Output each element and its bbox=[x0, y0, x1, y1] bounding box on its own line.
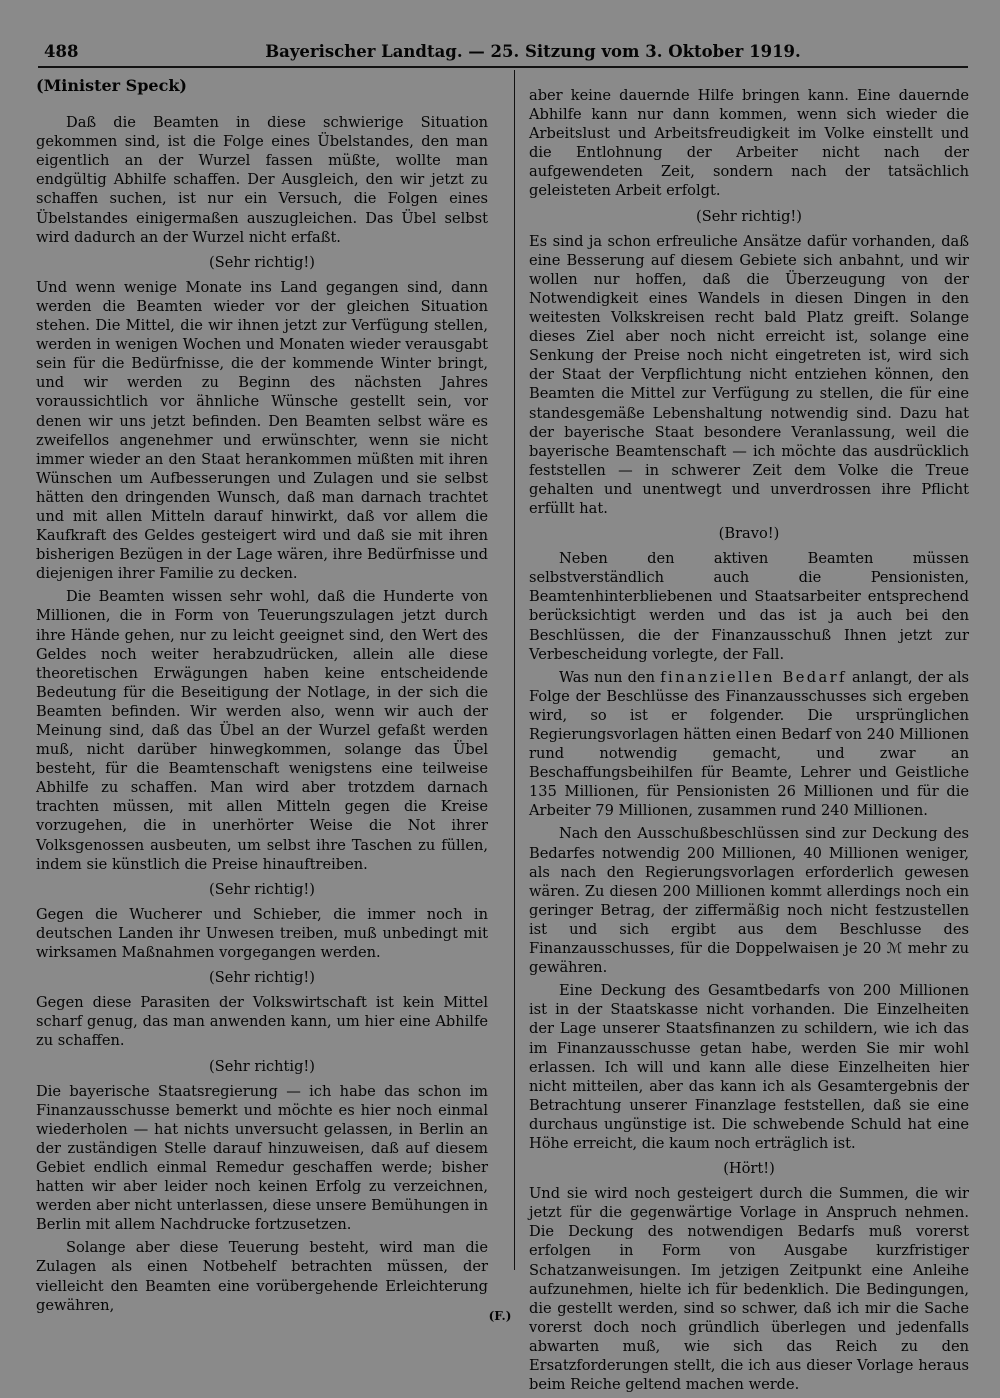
paragraph: Und sie wird noch gesteigert durch die Summen, die wir jetzt für die gegenwärtige Vorlage in Anspruch nehmen. Die Deckung des notwendigen Bedarfs muß vorerst erfolgen in Form von Ausgabe kurzfristiger Schatzanweisungen. Im jetzigen Zeitpunkt eine Anleihe aufzunehmen, hielte ich für bedenklich. Die Bedingungen, die gestellt werden, sind so schwer, daß ich mir die Sache vorerst doch noch gründlich überlegen und jedenfalls abwarten muß, wie sich das Reich zu den Ersatzforderungen stellt, die ich aus dieser Vorlage heraus beim Reiche geltend machen werde. bbox=[529, 1185, 969, 1394]
spaced-emphasis: finanziellen Bedarf bbox=[660, 668, 847, 686]
interjection: (Hört!) bbox=[723, 1160, 775, 1178]
paragraph: Eine Deckung des Gesamtbedarfs von 200 Millionen ist in der Staatskasse nicht vorhanden. Die Einzelheiten der Lage unserer Staatsfinanzen zu schildern, wie ich das im Finanzausschusse getan habe, werden Sie mir wohl erlassen. Ich will und kann alle diese Einzelheiten hier nicht mitteilen, aber das kann ich als Gesamtergebnis der Betrachtung unserer Finanzlage feststellen, daß sie eine durchaus ungünstige ist. Die schwebende Schuld hat eine Höhe erreicht, die kaum noch erträglich ist. bbox=[529, 982, 969, 1152]
paragraph: Gegen die Wucherer und Schieber, die immer noch in deutschen Landen ihr Unwesen treiben, muß unbedingt mit wirksamen Maßnahmen vorgegangen werden. bbox=[36, 905, 488, 962]
interjection: (Sehr richtig!) bbox=[696, 207, 802, 225]
left-column bbox=[36, 76, 488, 1319]
paragraph: Die bayerische Staatsregierung — ich habe das schon im Finanzausschusse bemerkt und möchte es hier noch einmal wiederholen — hat nichts unversucht gelassen, in Berlin an der zuständigen Stelle darauf hinzuweisen, daß auf diesem Gebiet endlich einmal Remedur geschaffen werde; bisher hatten wir aber leider noch keinen Erfolg zu verzeichnen, werden aber nicht unterlassen, diese unsere Bemühungen in Berlin mit allem Nachdrucke fortzusetzen. bbox=[36, 1082, 488, 1234]
interjection: (Sehr richtig!) bbox=[209, 880, 315, 898]
paragraph: Und wenn wenige Monate ins Land gegangen sind, dann werden die Beamten wieder vor der gleichen Situation stehen. Die Mittel, die wir ihnen jetzt zur Verfügung stellen, werden in wenigen Wochen und Monaten wieder verausgabt sein für die Bedürfnisse, die der kommende Winter bringt, und wir werden zu Beginn des nächsten Jahres voraussichtlich vor ähnliche Wünsche gestellt sein, vor denen wir uns jetzt befinden. Den Beamten selbst wäre es zweifellos angenehmer und erwünschter, wenn sie nicht immer wieder an den Staat herankommen müßten mit ihren Wünschen um Aufbesserungen und Zulagen und sie selbst hätten den dringenden Wunsch, daß man darnach trachtet und mit allen Mitteln darauf hinwirkt, daß vor allem die Kaufkraft des Geldes gesteigert wird und daß sie mit ihren bisherigen Bezügen in der Lage wären, ihre Bedürfnisse und diejenigen ihrer Familie zu decken. bbox=[36, 278, 488, 583]
paragraph: Es sind ja schon erfreuliche Ansätze dafür vorhanden, daß eine Besserung auf diesem Gebiete sich anbahnt, und wir wollen nur hoffen, daß die Überzeugung von der Notwendigkeit eines Wandels in diesen Dingen in den weitesten Volkskreisen recht bald Platz greift. Solange dieses Ziel aber noch nicht erreicht ist, solange eine Senkung der Preise noch nicht eingetreten ist, wird sich der Staat der Verpflichtung nicht entziehen können, den Beamten die Mittel zur Verfügung zu stellen, die für eine standesgemäße Lebenshaltung notwendig sind. Dazu hat der bayerische Staat besondere Veranlassung, weil die bayerische Beamtenschaft — ich möchte das ausdrücklich feststellen — in schwerer Zeit dem Volke die Treue gehalten und unentwegt und unverdrossen ihre Pflicht erfüllt hat. bbox=[529, 232, 969, 517]
paragraph: Solange aber diese Teuerung besteht, wird man die Zulagen als einen Notbehelf betrachten müssen, der vielleicht den Beamten eine vorübergehende Erleichterung gewähren, bbox=[36, 1239, 488, 1314]
page-number: 488 bbox=[44, 42, 79, 61]
speaker-label: (Minister Speck) bbox=[36, 76, 187, 95]
paragraph-text: Was nun den bbox=[559, 668, 661, 686]
right-column bbox=[529, 86, 969, 1398]
interjection: (Sehr richtig!) bbox=[209, 969, 315, 987]
page-header bbox=[38, 38, 968, 66]
column-divider bbox=[514, 70, 515, 1270]
interjection: (Sehr richtig!) bbox=[209, 1057, 315, 1075]
paragraph: aber keine dauernde Hilfe bringen kann. Eine dauernde Abhilfe kann nur dann kommen, wenn sich wieder die Arbeitslust und Arbeitsfreudigkeit im Volke einstellt und die Entlohnung der Arbeiter nicht nach der aufgewendeten Zeit, sondern nach der tatsächlich geleisteten Arbeit erfolgt. bbox=[529, 87, 969, 200]
interjection: (Sehr richtig!) bbox=[209, 253, 315, 271]
running-head: Bayerischer Landtag. — 25. Sitzung vom 3. Oktober 1919. bbox=[265, 42, 801, 61]
paragraph: Gegen diese Parasiten der Volkswirtschaft ist kein Mittel scharf genug, das man anwenden kann, um hier eine Abhilfe zu schaffen. bbox=[36, 994, 488, 1050]
interjection: (Bravo!) bbox=[718, 525, 780, 543]
paragraph-text: anlangt, der als Folge der Beschlüsse des Finanzausschusses sich ergeben wird, so ist er folgender. Die ursprünglichen Regierungsvorlagen hätten einen Bedarf von 240 Millionen rund notwendig gemacht, und zwar an Beschaffungsbeihilfen für Beamte, Lehrer und Geistliche 135 Millionen, für Pensionisten 26 Millionen und für die Arbeiter 79 Millionen, zusammen rund 240 Millionen. bbox=[529, 668, 969, 820]
paragraph: Nach den Ausschußbeschlüssen sind zur Deckung des Bedarfes notwendig 200 Millionen, 40 Millionen weniger, als nach den Regierungsvorlagen erforderlich gewesen wären. Zu diesen 200 Millionen kommt allerdings noch ein geringer Betrag, der ziffermäßig noch nicht festzustellen ist und sich ergibt aus dem Beschlusse des Finanzausschusses, für die Doppelwaisen je 20 ℳ mehr zu gewähren. bbox=[529, 825, 969, 977]
footer-mark: (F.) bbox=[488, 1309, 512, 1323]
paragraph bbox=[529, 668, 969, 821]
paragraph: Neben den aktiven Beamten müssen selbstverständlich auch die Pensionisten, Beamtenhinterbliebenen und Staatsarbeiter entsprechend berücksichtigt werden und das ist ja auch bei den Beschlüssen, die der Finanzausschuß Ihnen jetzt zur Verbescheidung vorlegte, der Fall. bbox=[529, 550, 969, 663]
paragraph: Die Beamten wissen sehr wohl, daß die Hunderte von Millionen, die in Form von Teuerungszulagen jetzt durch ihre Hände gehen, nur zu leicht geeignet sind, den Wert des Geldes noch weiter herabzudrücken, allein alle diese theoretischen Erwägungen haben keine entscheidende Bedeutung für die Beseitigung der Notlage, in der sich die Beamten befinden. Wir werden also, wenn wir auch der Meinung sind, daß das Übel an der Wurzel gefaßt werden muß, nicht darüber hinwegkommen, solange das Übel besteht, für die Beamtenschaft wenigstens eine teilweise Abhilfe zu schaffen. Man wird aber trotzdem darnach trachten müssen, mit allen Mitteln gegen die Kreise vorzugehen, die in unerhörter Weise die Not ihrer Volksgenossen ausbeuten, um selbst ihre Taschen zu füllen, indem sie künstlich die Preise hinauftreiben. bbox=[36, 588, 488, 873]
header-rule bbox=[38, 66, 968, 68]
paragraph: Daß die Beamten in diese schwierige Situation gekommen sind, ist die Folge eines Übelstandes, den man eigentlich an der Wurzel fassen müßte, wollte man endgültig Abhilfe schaffen. Der Ausgleich, den wir jetzt zu schaffen suchen, ist nur ein Versuch, die Folgen eines Übelstandes einigermaßen auszugleichen. Das Übel selbst wird dadurch an der Wurzel nicht erfaßt. bbox=[36, 114, 488, 246]
